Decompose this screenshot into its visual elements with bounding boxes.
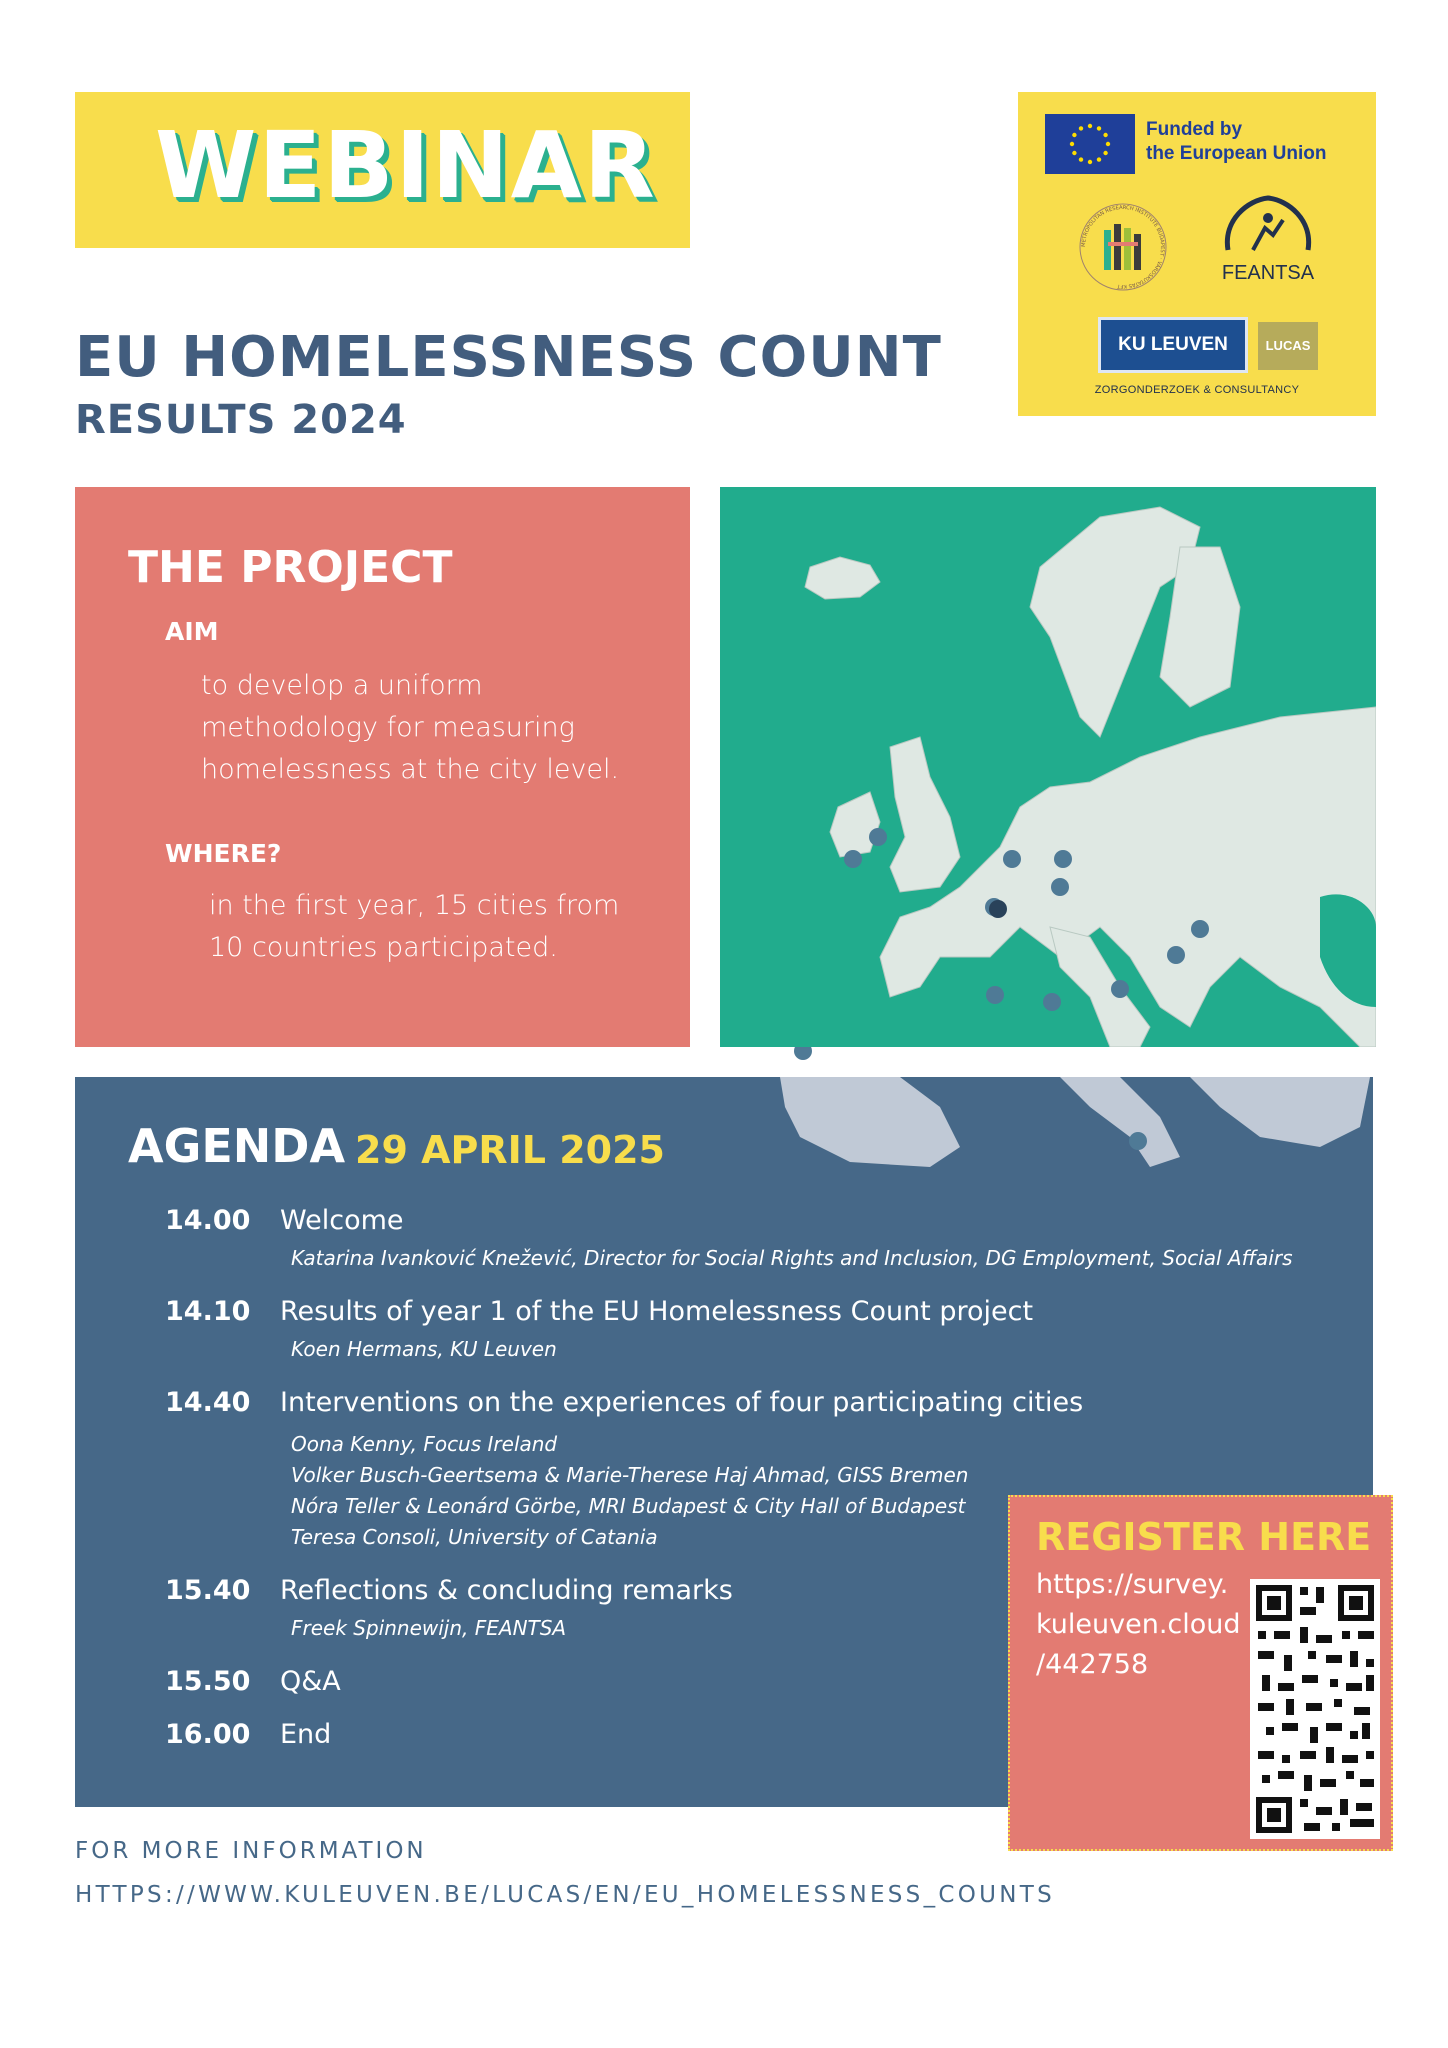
page-subtitle: RESULTS 2024 — [75, 397, 407, 443]
agenda-session-title: Interventions on the experiences of four participating cities — [280, 1387, 1084, 1418]
funded-line-1: Funded by — [1146, 119, 1243, 140]
italy-south-shape — [1060, 1077, 1180, 1167]
agenda-time: 15.40 — [165, 1575, 251, 1606]
agenda-time: 14.00 — [165, 1205, 251, 1236]
city-marker — [844, 850, 862, 868]
agenda-time: 16.00 — [165, 1719, 251, 1750]
ku-leuven-logo — [1098, 317, 1248, 373]
aim-label: AIM — [165, 617, 219, 646]
balkans-shape — [1190, 1077, 1370, 1147]
eu-flag-icon — [1045, 114, 1135, 174]
lucas-logo — [1258, 322, 1318, 370]
agenda-time: 15.50 — [165, 1666, 251, 1697]
city-marker — [1111, 980, 1129, 998]
iberia-shape — [780, 1077, 960, 1167]
lucas-tagline: ZORGONDERZOEK & CONSULTANCY — [1094, 384, 1300, 396]
agenda-time: 14.10 — [165, 1296, 251, 1327]
footer-label: FOR MORE INFORMATION — [75, 1838, 427, 1864]
agenda-speaker: Teresa Consoli, University of Catania — [291, 1525, 658, 1549]
city-marker — [986, 986, 1004, 1004]
sponsor-logo-panel — [1018, 92, 1376, 416]
register-url-line[interactable]: https://survey. — [1036, 1569, 1229, 1600]
register-url-line[interactable]: /442758 — [1036, 1649, 1149, 1680]
city-marker — [989, 900, 1007, 918]
agenda-speaker: Freek Spinnewijn, FEANTSA — [291, 1616, 567, 1640]
footer-url-link[interactable]: HTTPS://WWW.KULEUVEN.BE/LUCAS/EN/EU_HOMELESSNESS_COUNTS — [75, 1882, 1056, 1908]
where-text — [209, 885, 669, 969]
aim-line: to develop a uniform — [201, 670, 483, 701]
svg-text:METROPOLITAN RESEARCH INSTITUT — [1081, 205, 1165, 289]
agenda-session-title: Reflections & concluding remarks — [280, 1575, 733, 1606]
agenda-time: 14.40 — [165, 1387, 251, 1418]
agenda-title: AGENDA — [128, 1119, 346, 1173]
continental-europe-shape — [880, 707, 1376, 1047]
great-britain-shape — [890, 737, 960, 892]
agenda-speaker: Volker Busch-Geertsema & Marie-Therese Haj Ahmad, GISS Bremen — [291, 1463, 969, 1487]
feantsa-label: FEANTSA — [1221, 262, 1315, 284]
register-box[interactable] — [1008, 1495, 1393, 1851]
iceland-shape — [805, 557, 880, 599]
page-title: EU HOMELESSNESS COUNT — [75, 325, 942, 390]
where-label: WHERE? — [165, 839, 282, 868]
where-line: in the first year, 15 cities from — [209, 890, 620, 921]
map-overflow-region — [760, 1047, 1380, 1177]
agenda-session-title: Results of year 1 of the EU Homelessness Count project — [280, 1296, 1034, 1327]
lucas-text: LUCAS — [1265, 338, 1311, 353]
europe-map — [720, 487, 1376, 1047]
agenda-session-title: End — [280, 1719, 332, 1750]
ireland-shape — [830, 792, 880, 857]
agenda-date: 29 APRIL 2025 — [355, 1128, 665, 1172]
aim-text — [201, 665, 661, 791]
register-url-line[interactable]: kuleuven.cloud — [1036, 1609, 1241, 1640]
funded-line-2: the European Union — [1146, 143, 1327, 164]
register-title: REGISTER HERE — [1036, 1515, 1372, 1559]
city-marker — [1003, 850, 1021, 868]
webinar-banner — [75, 92, 690, 248]
agenda-speaker: Koen Hermans, KU Leuven — [291, 1337, 557, 1361]
mri-budapest-logo — [1078, 202, 1168, 292]
funded-by-eu-text — [1146, 118, 1327, 166]
project-panel — [75, 487, 690, 1047]
where-line: 10 countries participated. — [209, 932, 558, 963]
mri-logo-text: METROPOLITAN RESEARCH INSTITUTE BUDAPEST · VÁROSKUTATÁS KFT — [1080, 204, 1166, 290]
agenda-speaker: Nóra Teller & Leonárd Görbe, MRI Budapest & City Hall of Budapest — [291, 1494, 966, 1518]
agenda-speaker: Katarina Ivanković Knežević, Director for Social Rights and Inclusion, DG Employment, Social Affairs — [291, 1246, 1293, 1270]
city-marker — [1129, 1132, 1147, 1150]
agenda-session-title: Welcome — [280, 1205, 404, 1236]
city-marker — [1054, 850, 1072, 868]
aim-line: homelessness at the city level. — [201, 754, 620, 785]
qr-code-icon[interactable] — [1250, 1579, 1380, 1839]
city-marker — [869, 828, 887, 846]
webinar-title: WEBINAR — [155, 112, 657, 219]
city-marker — [1191, 920, 1209, 938]
city-marker — [1051, 878, 1069, 896]
city-marker — [1043, 993, 1061, 1011]
agenda-speaker: Oona Kenny, Focus Ireland — [291, 1432, 558, 1456]
city-marker — [1167, 946, 1185, 964]
ku-leuven-text: KU LEUVEN — [1118, 334, 1228, 355]
project-title: THE PROJECT — [128, 542, 453, 593]
agenda-session-title: Q&A — [280, 1666, 341, 1697]
aim-line: methodology for measuring — [201, 712, 575, 743]
